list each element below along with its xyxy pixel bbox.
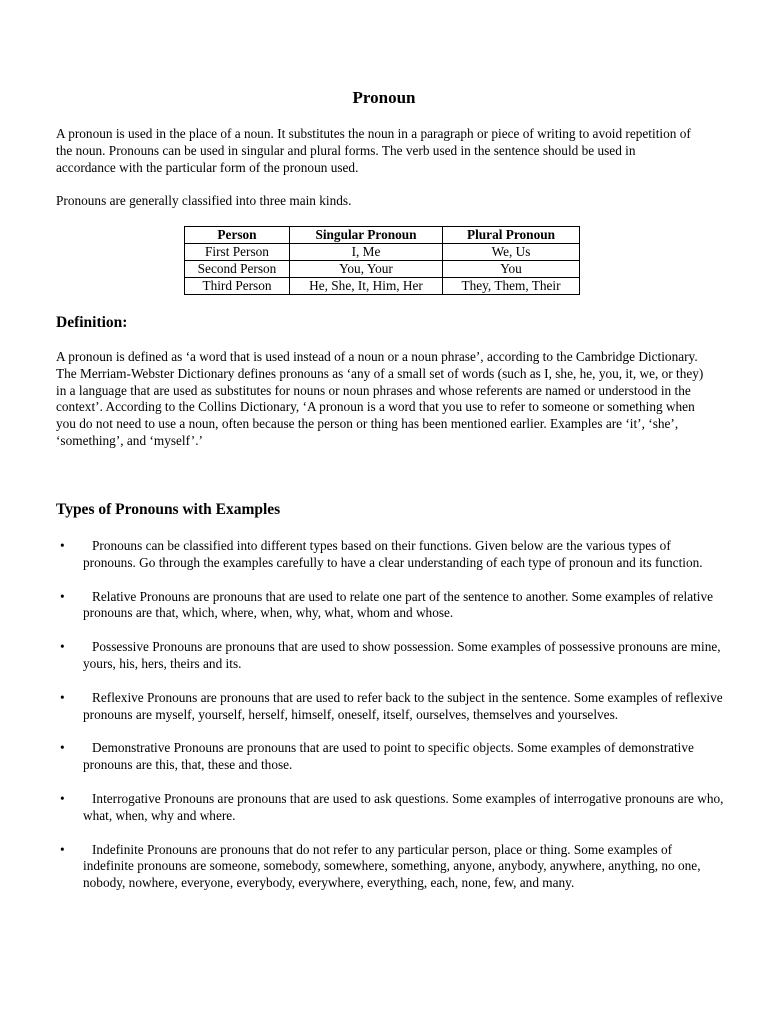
- list-item: [56, 842, 726, 892]
- list-item-text: Indefinite Pronouns are pronouns that do not refer to any particular person, place or thing. Some examples of indefinite pronouns are someone, somebody, somewhere, something, anyone, anybody, anywhere, anything, no one, nobody, nowhere, everyone, everybody, everywhere, everything, each, none, few, and many.: [83, 841, 701, 891]
- list-item-text: Relative Pronouns are pronouns that are used to relate one part of the sentence to another. Some examples of relative pronouns are that, which, where, when, why, what, whom and whose.: [83, 588, 714, 621]
- definition-heading: Definition:: [56, 314, 128, 331]
- table-row: [185, 278, 580, 295]
- list-item-text: Pronouns can be classified into different types based on their functions. Given below are the various types of pronouns. Go through the examples carefully to have a clear understanding of each type of pronoun and its function.: [83, 538, 703, 570]
- table-cell: You, Your: [290, 261, 443, 278]
- list-item-text: Demonstrative Pronouns are pronouns that are used to point to specific objects. Some examples of demonstrative pronouns are this, that, these and those.: [83, 740, 694, 773]
- list-item: [56, 740, 726, 774]
- table-header-cell: Person: [185, 227, 290, 244]
- table-cell: Second Person: [185, 261, 290, 278]
- types-list: [56, 538, 726, 909]
- page-title: Pronoun: [352, 88, 416, 107]
- table-cell: Third Person: [185, 278, 290, 295]
- pronoun-table: [184, 226, 580, 295]
- list-item: [56, 791, 726, 825]
- table-cell: They, Them, Their: [443, 278, 580, 295]
- list-item: [56, 690, 726, 724]
- bullet-icon: •: [60, 740, 65, 756]
- table-header-cell: Singular Pronoun: [290, 227, 443, 244]
- list-item-text: Reflexive Pronouns are pronouns that are used to refer back to the subject in the sentence. Some examples of reflexive pronouns are myself, yourself, herself, himself, oneself, itself, ourselves, themselves and yourselves.: [83, 689, 723, 722]
- bullet-icon: •: [60, 639, 65, 655]
- bullet-icon: •: [60, 689, 65, 705]
- classification-paragraph: Pronouns are generally classified into three main kinds.: [56, 193, 352, 208]
- bullet-icon: •: [60, 841, 65, 857]
- table-header-cell: Plural Pronoun: [443, 227, 580, 244]
- list-item-text: Interrogative Pronouns are pronouns that are used to ask questions. Some examples of interrogative pronouns are who, what, when, why and where.: [83, 790, 724, 823]
- table-cell: You: [443, 261, 580, 278]
- table-row: [185, 261, 580, 278]
- table-header-row: [185, 227, 580, 244]
- list-item-text: Possessive Pronouns are pronouns that are used to show possession. Some examples of possessive pronouns are mine, yours, his, hers, theirs and its.: [83, 639, 721, 671]
- definition-paragraph: A pronoun is defined as ‘a word that is used instead of a noun or a noun phrase’, according to the Cambridge Dictionary. The Merriam-Webster Dictionary defines pronouns as ‘any of a small set of words (such as I, she, he, you, it, we, or they) in a language that are used as substitutes for nouns or noun phrases and whose referents are named or understood in the context’. According to the Collins Dictionary, ‘A pronoun is a word that you use to refer to someone or something when you do not need to use a noun, often because the person or thing has been mentioned earlier. Examples are ‘it’, ‘she’, ‘something’, and ‘myself’.’: [56, 349, 704, 448]
- bullet-icon: •: [60, 588, 65, 604]
- list-item: [56, 538, 726, 572]
- bullet-icon: •: [60, 790, 65, 806]
- table-cell: He, She, It, Him, Her: [290, 278, 443, 295]
- table-cell: We, Us: [443, 244, 580, 261]
- bullet-icon: •: [60, 538, 65, 553]
- intro-paragraph: A pronoun is used in the place of a noun. It substitutes the noun in a paragraph or piece of writing to avoid repetition of the noun. Pronouns can be used in singular and plural forms. The verb used in the sentence should be used in accordance with the particular form of the pronoun used.: [56, 126, 691, 175]
- types-heading: Types of Pronouns with Examples: [56, 501, 281, 518]
- table-row: [185, 244, 580, 261]
- table-cell: First Person: [185, 244, 290, 261]
- list-item: [56, 639, 726, 673]
- table-cell: I, Me: [290, 244, 443, 261]
- list-item: [56, 589, 726, 623]
